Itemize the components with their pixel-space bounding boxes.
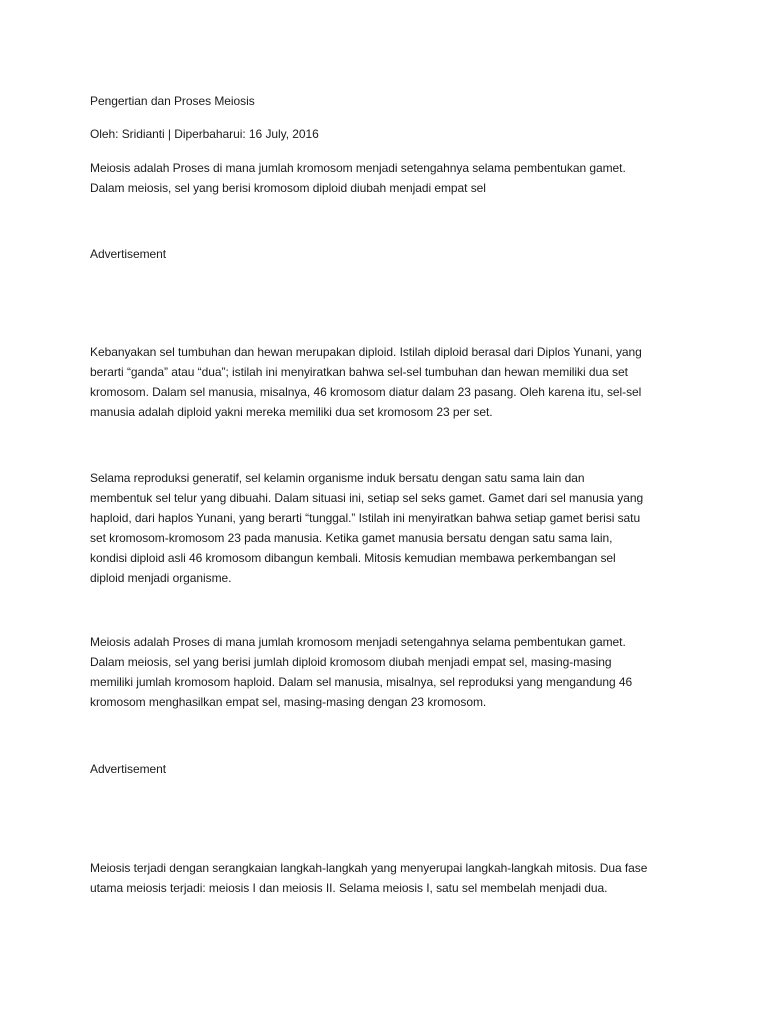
advertisement-label	[90, 759, 750, 779]
paragraph-reproduction	[90, 468, 750, 588]
document-title	[90, 91, 750, 111]
paragraph-line: haploid, dari haplos Yunani, yang berarti “tunggal.” Istilah ini menyiratkan bahwa setiap gamet berisi satu	[90, 511, 641, 525]
paragraph-line: berarti “ganda” atau “dua”; istilah ini menyiratkan bahwa sel-sel tumbuhan dan hewan memiliki dua set	[90, 365, 628, 379]
paragraph-line: Selama reproduksi generatif, sel kelamin organisme induk bersatu dengan satu sama lain dan	[90, 471, 585, 485]
paragraph-line: Meiosis adalah Proses di mana jumlah kromosom menjadi setengahnya selama pembentukan gamet.	[90, 635, 626, 649]
paragraph-line: set kromosom-kromosom 23 pada manusia. Ketika gamet manusia bersatu dengan satu sama lain,	[90, 531, 613, 545]
advertisement-text: Advertisement	[90, 762, 167, 776]
intro-paragraph	[90, 158, 750, 198]
paragraph-line: manusia adalah diploid yakni mereka memiliki dua set kromosom 23 per set.	[90, 405, 493, 419]
title-text: Pengertian dan Proses Meiosis	[90, 94, 255, 108]
paragraph-line: kromosom. Dalam sel manusia, misalnya, 46 kromosom diatur dalam 23 pasang. Oleh karena itu, sel-sel	[90, 385, 642, 399]
advertisement-label	[90, 244, 750, 264]
paragraph-line: diploid menjadi organisme.	[90, 571, 232, 585]
byline	[90, 124, 750, 144]
advertisement-text: Advertisement	[90, 247, 167, 261]
paragraph-diploid	[90, 342, 750, 422]
paragraph-line: Dalam meiosis, sel yang berisi jumlah diploid kromosom diubah menjadi empat sel, masing-masing	[90, 655, 612, 669]
paragraph-line: memiliki jumlah kromosom haploid. Dalam sel manusia, misalnya, sel reproduksi yang mengandung 46	[90, 675, 633, 689]
paragraph-line: kromosom menghasilkan empat sel, masing-masing dengan 23 kromosom.	[90, 695, 487, 709]
paragraph-line: kondisi diploid asli 46 kromosom dibangun kembali. Mitosis kemudian membawa perkembangan sel	[90, 551, 616, 565]
paragraph-line: Kebanyakan sel tumbuhan dan hewan merupakan diploid. Istilah diploid berasal dari Diplos Yunani, yang	[90, 345, 642, 359]
paragraph-meiosis-definition	[90, 632, 750, 712]
paragraph-line: membentuk sel telur yang dibuahi. Dalam situasi ini, setiap sel seks gamet. Gamet dari sel manusia yang	[90, 491, 644, 505]
byline-text: Oleh: Sridianti | Diperbaharui: 16 July, 2016	[90, 127, 319, 141]
paragraph-line: Meiosis adalah Proses di mana jumlah kromosom menjadi setengahnya selama pembentukan gamet.	[90, 161, 626, 175]
paragraph-line: Dalam meiosis, sel yang berisi kromosom diploid diubah menjadi empat sel	[90, 181, 486, 195]
paragraph-meiosis-phases	[90, 858, 750, 898]
paragraph-line: Meiosis terjadi dengan serangkaian langkah-langkah yang menyerupai langkah-langkah mitosis. Dua fase	[90, 861, 648, 875]
paragraph-line: utama meiosis terjadi: meiosis I dan meiosis II. Selama meiosis I, satu sel membelah menjadi dua.	[90, 881, 608, 895]
